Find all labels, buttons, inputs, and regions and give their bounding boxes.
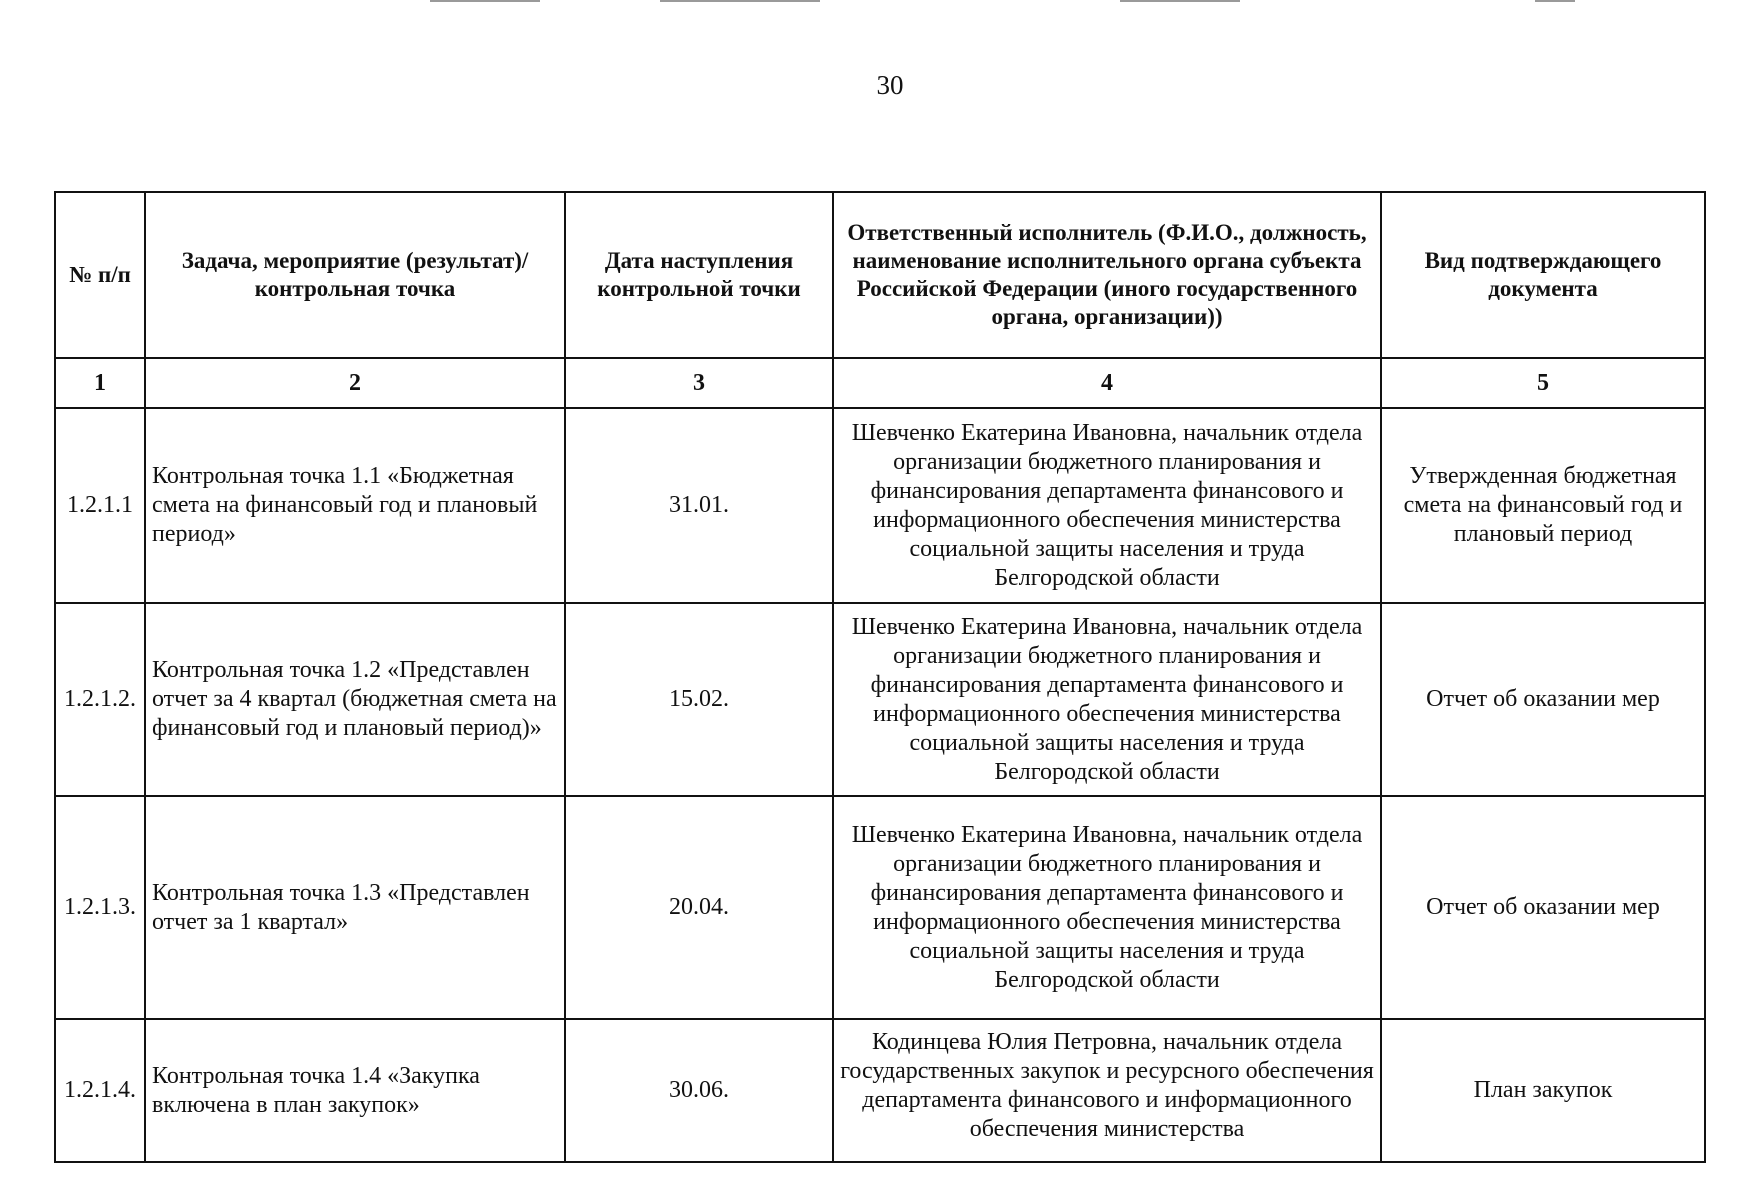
scan-mark bbox=[430, 0, 540, 2]
control-points-table bbox=[54, 191, 1706, 1163]
row-task: Контрольная точка 1.4 «Закупка включена в план закупок» bbox=[145, 1019, 565, 1162]
row-responsible: Шевченко Екатерина Ивановна, начальник отдела организации бюджетного планирования и финансирования департамента финансового и информационного обеспечения министерства социальной защиты населения и труда Белгородской области bbox=[833, 603, 1381, 796]
row-document: Утвержденная бюджетная смета на финансовый год и плановый период bbox=[1381, 408, 1705, 603]
column-number: 5 bbox=[1381, 358, 1705, 408]
column-number: 1 bbox=[55, 358, 145, 408]
row-number: 1.2.1.4. bbox=[55, 1019, 145, 1162]
scan-mark bbox=[1535, 0, 1575, 2]
table-row bbox=[55, 796, 1705, 1019]
row-document: Отчет об оказании мер bbox=[1381, 796, 1705, 1019]
row-number: 1.2.1.1 bbox=[55, 408, 145, 603]
column-number: 2 bbox=[145, 358, 565, 408]
page-number: 30 bbox=[876, 70, 904, 100]
table-row bbox=[55, 408, 1705, 603]
row-task: Контрольная точка 1.2 «Представлен отчет за 4 квартал (бюджетная смета на финансовый год и плановый период)» bbox=[145, 603, 565, 796]
row-document: План закупок bbox=[1381, 1019, 1705, 1162]
header-task: Задача, мероприятие (результат)/ контрольная точка bbox=[145, 192, 565, 358]
scan-mark bbox=[1120, 0, 1240, 2]
row-task: Контрольная точка 1.1 «Бюджетная смета на финансовый год и плановый период» bbox=[145, 408, 565, 603]
table-row bbox=[55, 1019, 1705, 1162]
scan-mark bbox=[660, 0, 820, 2]
column-number: 3 bbox=[565, 358, 833, 408]
row-number: 1.2.1.2. bbox=[55, 603, 145, 796]
row-responsible: Шевченко Екатерина Ивановна, начальник отдела организации бюджетного планирования и финансирования департамента финансового и информационного обеспечения министерства социальной защиты населения и труда Белгородской области bbox=[833, 796, 1381, 1019]
row-document: Отчет об оказании мер bbox=[1381, 603, 1705, 796]
row-responsible: Шевченко Екатерина Ивановна, начальник отдела организации бюджетного планирования и финансирования департамента финансового и информационного обеспечения министерства социальной защиты населения и труда Белгородской области bbox=[833, 408, 1381, 603]
header-document: Вид подтверждающего документа bbox=[1381, 192, 1705, 358]
table-row bbox=[55, 603, 1705, 796]
column-number: 4 bbox=[833, 358, 1381, 408]
header-number: № п/п bbox=[55, 192, 145, 358]
column-number-row bbox=[55, 358, 1705, 408]
header-row bbox=[55, 192, 1705, 358]
row-number: 1.2.1.3. bbox=[55, 796, 145, 1019]
header-responsible: Ответственный исполнитель (Ф.И.О., должность, наименование исполнительного органа субъекта Российской Федерации (иного государственного органа, организации)) bbox=[833, 192, 1381, 358]
row-task: Контрольная точка 1.3 «Представлен отчет за 1 квартал» bbox=[145, 796, 565, 1019]
row-date: 31.01. bbox=[565, 408, 833, 603]
row-date: 30.06. bbox=[565, 1019, 833, 1162]
row-date: 15.02. bbox=[565, 603, 833, 796]
row-responsible: Кодинцева Юлия Петровна, начальник отдела государственных закупок и ресурсного обеспечения департамента финансового и информационного обеспечения министерства bbox=[833, 1019, 1381, 1162]
row-date: 20.04. bbox=[565, 796, 833, 1019]
header-date: Дата наступления контрольной точки bbox=[565, 192, 833, 358]
